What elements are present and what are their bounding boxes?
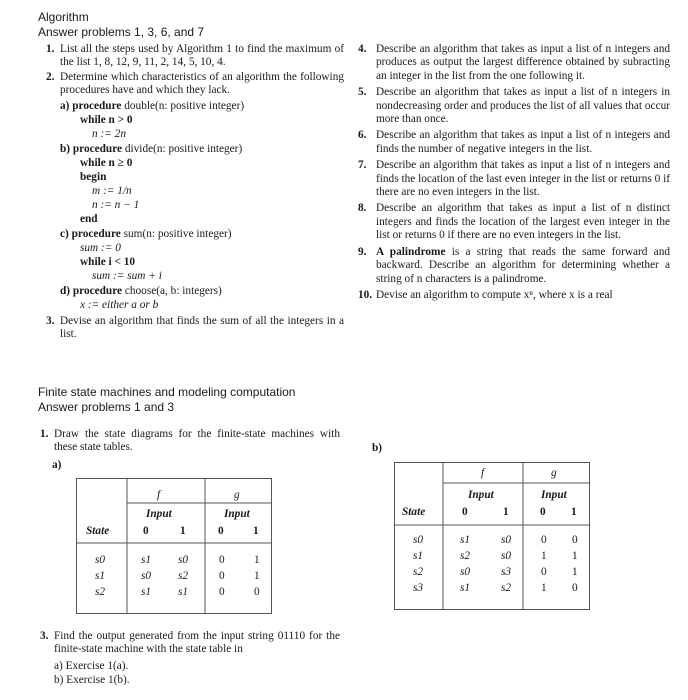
table-b-cell: s0 [413, 534, 424, 546]
table-b-cell: s1 [460, 582, 471, 594]
table-a-label: a) [52, 459, 62, 471]
table-a-cell: 0 [219, 586, 225, 598]
table-a-cell: s1 [95, 570, 106, 582]
right-problem-list [358, 43, 670, 302]
table-b-cell: 1 [541, 582, 547, 594]
procedure-a-line1: while n > 0 [80, 114, 133, 126]
table-a-cell: s0 [141, 570, 152, 582]
table-a-grid [77, 479, 271, 613]
table-a-cell: s2 [95, 586, 106, 598]
section-header-fsm [38, 385, 295, 415]
table-b-col: 1 [571, 506, 577, 518]
table-a-state-header: State [86, 525, 110, 537]
table-b-cell: 0 [572, 582, 578, 594]
procedure-d: d) procedure choose(a, b: integers) [60, 285, 222, 297]
problem-1: 1. List all the steps used by Algorithm 1 to find the maximum of the list 1, 8, 12, 9, 11, 2, 14, 5, 10, 4. [46, 43, 344, 69]
section-title: Algorithm [38, 10, 89, 24]
table-a-col: 1 [253, 525, 259, 537]
table-a-col: 0 [218, 525, 224, 537]
table-b-cell: 1 [572, 550, 578, 562]
table-a-col: 1 [180, 525, 186, 537]
problem-4: 4. Describe an algorithm that takes as input a list of n integers and produces as output the largest difference obtained by subracting an integer in the list from the one following it. [358, 43, 670, 82]
problem-7: 7. Describe an algorithm that takes as input a list of n integers and finds the location of the last even integer in the list or returns 0 if there are no even integers in the list. [358, 159, 670, 199]
fsm-problem-3-b: b) Exercise 1(b). [54, 674, 130, 686]
table-a-cell: 0 [219, 570, 225, 582]
table-b-cell: s1 [413, 550, 424, 562]
procedure-a: a) procedure double(n: positive integer) [60, 100, 245, 112]
table-a-cell: 1 [254, 554, 260, 566]
table-b-g-input: Input [541, 489, 567, 501]
table-a-cell: s1 [178, 586, 189, 598]
table-b-cell: s0 [460, 566, 471, 578]
section-header-algorithm [38, 10, 204, 40]
problem-10: 10. Devise an algorithm to compute xⁿ, where x is a real [358, 288, 613, 301]
problem-6: 6. Describe an algorithm that takes as input a list of n integers and finds the number of negative integers in the list. [358, 129, 670, 155]
table-a-cell: 1 [254, 570, 260, 582]
table-b-label: b) [372, 442, 383, 454]
table-b-cell: s2 [413, 566, 424, 578]
procedure-b: b) procedure divide(n: positive integer) [60, 143, 243, 155]
table-a-cell: 0 [254, 586, 260, 598]
procedure-b-line5: end [80, 213, 98, 225]
table-a-f-header: f [157, 489, 161, 501]
procedure-a-line2: n := 2n [92, 128, 126, 140]
table-b-cell: 0 [572, 534, 578, 546]
procedure-c-line3: sum := sum + i [92, 270, 162, 282]
table-b-col: 0 [462, 506, 468, 518]
procedure-c-line1: sum := 0 [80, 242, 121, 254]
procedure-d-line1: x := either a or b [80, 299, 159, 311]
table-b-grid [395, 463, 589, 609]
table-b-col: 0 [540, 506, 546, 518]
table-b-cell: s1 [460, 534, 471, 546]
table-a-g-input: Input [224, 508, 250, 520]
table-b-f-header: f [481, 467, 485, 479]
state-table-a [76, 478, 272, 614]
table-b-cell: 1 [572, 566, 578, 578]
section-title: Finite state machines and modeling computation [38, 385, 296, 399]
table-a-f-input: Input [146, 508, 172, 520]
table-a-cell: s2 [178, 570, 189, 582]
problem-3: 3. Devise an algorithm that finds the sum of all the integers in a list. [46, 315, 344, 341]
procedure-c: c) procedure sum(n: positive integer) [60, 228, 232, 240]
table-a-cell: s1 [141, 554, 152, 566]
section-instruction: Answer problems 1 and 3 [38, 400, 175, 414]
procedure-b-line2: begin [80, 171, 107, 183]
procedure-b-line4: n := n − 1 [92, 199, 140, 211]
table-b-cell: 0 [541, 566, 547, 578]
procedure-b-line1: while n ≥ 0 [80, 157, 133, 169]
table-a-cell: s1 [141, 586, 152, 598]
table-a-g-header: g [234, 489, 240, 501]
table-b-col: 1 [503, 506, 509, 518]
table-b-cell: 0 [541, 534, 547, 546]
table-b-cell: s2 [460, 550, 471, 562]
table-a-col: 0 [143, 525, 149, 537]
problem-5: 5. Describe an algorithm that takes as input a list of n integers in nondecreasing order and produces the list of all values that occur more than once. [358, 86, 670, 126]
table-b-state-header: State [402, 506, 426, 518]
state-table-b [394, 462, 590, 610]
table-a-cell: s0 [95, 554, 106, 566]
table-b-cell: s3 [413, 582, 424, 594]
problem-8: 8. Describe an algorithm that takes as input a list of n distinct integers and finds the location of the largest even integer in the list or returns 0 if there are no even integers in the list. [358, 202, 670, 242]
table-b-cell: s2 [501, 582, 512, 594]
table-b-f-input: Input [468, 489, 494, 501]
procedure-c-line2: while i < 10 [80, 256, 136, 268]
table-b-cell: 1 [541, 550, 547, 562]
fsm-problem-3: 3. Find the output generated from the input string 01110 for the finite-state machine with the state table in [40, 630, 340, 656]
procedure-b-line3: m := 1/n [92, 185, 132, 197]
table-b-cell: s0 [501, 534, 512, 546]
table-b-g-header: g [551, 467, 557, 479]
problem-2: 2. Determine which characteristics of an algorithm the following procedures have and which they lack. [46, 71, 344, 97]
table-b-cell: s3 [501, 566, 512, 578]
fsm-problem-1: 1. Draw the state diagrams for the finite-state machines with these state tables. [40, 428, 340, 454]
table-b-cell: s0 [501, 550, 512, 562]
problem-9: 9. A palindrome is a string that reads the same forward and backward. Describe an algorithm for determining whether a string of n characters is a palindrome. [358, 245, 670, 285]
fsm-problem-3-a: a) Exercise 1(a). [54, 660, 129, 672]
table-a-cell: 0 [219, 554, 225, 566]
section-instruction: Answer problems 1, 3, 6, and 7 [38, 25, 205, 39]
table-a-cell: s0 [178, 554, 189, 566]
